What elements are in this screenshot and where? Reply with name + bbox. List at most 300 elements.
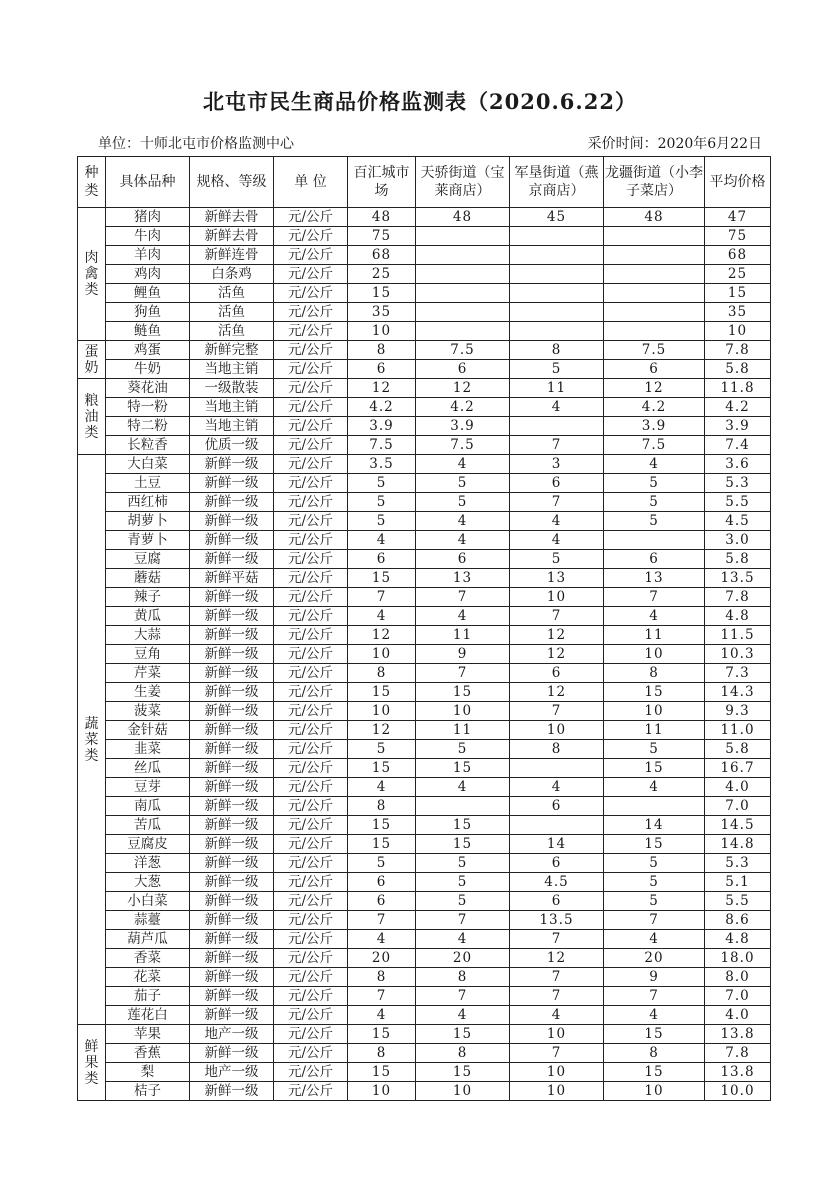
longjiang-cell: 20 — [604, 949, 705, 968]
longjiang-cell: 9 — [604, 968, 705, 987]
baihuicheng-cell: 3.5 — [348, 455, 416, 474]
average-cell: 4.8 — [705, 930, 771, 949]
unit-cell: 元/公斤 — [274, 531, 348, 550]
spec-cell: 新鲜一级 — [190, 493, 274, 512]
junken-cell: 14 — [510, 835, 604, 854]
longjiang-cell: 4 — [604, 930, 705, 949]
average-cell: 35 — [705, 303, 771, 322]
junken-cell — [510, 759, 604, 778]
table-row — [78, 265, 771, 284]
unit-cell: 元/公斤 — [274, 1044, 348, 1063]
unit-cell: 元/公斤 — [274, 512, 348, 531]
baihuicheng-cell: 10 — [348, 322, 416, 341]
spec-cell: 新鲜一级 — [190, 702, 274, 721]
table-row — [78, 949, 771, 968]
tianjiao-cell: 13 — [416, 569, 510, 588]
spec-cell: 新鲜一级 — [190, 645, 274, 664]
spec-cell: 新鲜一级 — [190, 664, 274, 683]
table-row — [78, 797, 771, 816]
item-cell: 大葱 — [106, 873, 190, 892]
baihuicheng-cell: 10 — [348, 645, 416, 664]
table-row — [78, 987, 771, 1006]
unit-cell: 元/公斤 — [274, 379, 348, 398]
baihuicheng-cell: 15 — [348, 569, 416, 588]
item-cell: 豆芽 — [106, 778, 190, 797]
unit-cell: 元/公斤 — [274, 493, 348, 512]
baihuicheng-cell: 6 — [348, 892, 416, 911]
spec-cell: 新鲜连骨 — [190, 246, 274, 265]
table-row — [78, 398, 771, 417]
table-row — [78, 740, 771, 759]
item-cell: 鲤鱼 — [106, 284, 190, 303]
junken-cell: 5 — [510, 360, 604, 379]
spec-cell: 新鲜一级 — [190, 987, 274, 1006]
baihuicheng-cell: 4.2 — [348, 398, 416, 417]
tianjiao-cell: 11 — [416, 626, 510, 645]
junken-cell: 5 — [510, 550, 604, 569]
junken-cell: 4 — [510, 1006, 604, 1025]
average-cell: 7.8 — [705, 588, 771, 607]
table-row — [78, 360, 771, 379]
item-cell: 莲花白 — [106, 1006, 190, 1025]
category-cell: 肉 禽 类 — [78, 208, 106, 341]
longjiang-cell — [604, 227, 705, 246]
item-cell: 生姜 — [106, 683, 190, 702]
table-row — [78, 1006, 771, 1025]
junken-cell: 6 — [510, 474, 604, 493]
table-row — [78, 835, 771, 854]
baihuicheng-cell: 15 — [348, 1025, 416, 1044]
unit-cell: 元/公斤 — [274, 322, 348, 341]
junken-cell: 6 — [510, 892, 604, 911]
longjiang-cell — [604, 797, 705, 816]
longjiang-cell: 10 — [604, 1082, 705, 1101]
tianjiao-cell: 48 — [416, 208, 510, 227]
tianjiao-cell: 7 — [416, 987, 510, 1006]
tianjiao-cell — [416, 265, 510, 284]
unit-cell: 元/公斤 — [274, 968, 348, 987]
unit-cell: 元/公斤 — [274, 949, 348, 968]
table-row — [78, 1082, 771, 1101]
table-row — [78, 664, 771, 683]
junken-cell: 7 — [510, 607, 604, 626]
tianjiao-cell — [416, 303, 510, 322]
average-cell: 4.8 — [705, 607, 771, 626]
longjiang-cell — [604, 322, 705, 341]
average-cell: 8.6 — [705, 911, 771, 930]
longjiang-cell: 8 — [604, 1044, 705, 1063]
average-cell: 5.8 — [705, 740, 771, 759]
table-row — [78, 607, 771, 626]
tianjiao-cell: 8 — [416, 968, 510, 987]
item-cell: 特一粉 — [106, 398, 190, 417]
unit-cell: 元/公斤 — [274, 1025, 348, 1044]
unit-cell: 元/公斤 — [274, 816, 348, 835]
unit-cell: 元/公斤 — [274, 208, 348, 227]
junken-cell: 7 — [510, 968, 604, 987]
average-cell: 10.3 — [705, 645, 771, 664]
spec-cell: 当地主销 — [190, 417, 274, 436]
item-cell: 狗鱼 — [106, 303, 190, 322]
tianjiao-cell: 5 — [416, 493, 510, 512]
junken-cell: 13.5 — [510, 911, 604, 930]
baihuicheng-cell: 10 — [348, 1082, 416, 1101]
baihuicheng-cell: 8 — [348, 1044, 416, 1063]
baihuicheng-cell: 35 — [348, 303, 416, 322]
average-cell: 7.8 — [705, 341, 771, 360]
longjiang-cell: 5 — [604, 873, 705, 892]
longjiang-cell — [604, 284, 705, 303]
tianjiao-cell — [416, 797, 510, 816]
junken-cell — [510, 246, 604, 265]
header-average: 平均价格 — [705, 157, 771, 208]
tianjiao-cell: 9 — [416, 645, 510, 664]
table-row — [78, 417, 771, 436]
longjiang-cell: 6 — [604, 550, 705, 569]
unit-cell: 元/公斤 — [274, 987, 348, 1006]
average-cell: 5.5 — [705, 892, 771, 911]
longjiang-cell: 5 — [604, 740, 705, 759]
unit-cell: 元/公斤 — [274, 569, 348, 588]
average-cell: 9.3 — [705, 702, 771, 721]
spec-cell: 新鲜完整 — [190, 341, 274, 360]
average-cell: 4.0 — [705, 778, 771, 797]
table-row — [78, 721, 771, 740]
junken-cell: 4 — [510, 398, 604, 417]
tianjiao-cell: 6 — [416, 360, 510, 379]
longjiang-cell: 6 — [604, 360, 705, 379]
baihuicheng-cell: 7 — [348, 588, 416, 607]
tianjiao-cell: 4.2 — [416, 398, 510, 417]
average-cell: 5.5 — [705, 493, 771, 512]
spec-cell: 新鲜一级 — [190, 854, 274, 873]
header-item: 具体品种 — [106, 157, 190, 208]
tianjiao-cell: 10 — [416, 702, 510, 721]
longjiang-cell: 13 — [604, 569, 705, 588]
table-row — [78, 379, 771, 398]
baihuicheng-cell: 4 — [348, 930, 416, 949]
average-cell: 4.0 — [705, 1006, 771, 1025]
item-cell: 特二粉 — [106, 417, 190, 436]
item-cell: 梨 — [106, 1063, 190, 1082]
tianjiao-cell: 4 — [416, 778, 510, 797]
item-cell: 蒜薹 — [106, 911, 190, 930]
table-row — [78, 550, 771, 569]
longjiang-cell: 5 — [604, 892, 705, 911]
table-row — [78, 208, 771, 227]
longjiang-cell: 12 — [604, 379, 705, 398]
longjiang-cell: 10 — [604, 645, 705, 664]
average-cell: 5.8 — [705, 550, 771, 569]
average-cell: 75 — [705, 227, 771, 246]
baihuicheng-cell: 12 — [348, 626, 416, 645]
unit-cell: 元/公斤 — [274, 588, 348, 607]
table-row — [78, 683, 771, 702]
junken-cell: 10 — [510, 1063, 604, 1082]
tianjiao-cell: 15 — [416, 759, 510, 778]
average-cell: 68 — [705, 246, 771, 265]
baihuicheng-cell: 5 — [348, 493, 416, 512]
average-cell: 47 — [705, 208, 771, 227]
longjiang-cell — [604, 303, 705, 322]
longjiang-cell: 4.2 — [604, 398, 705, 417]
junken-cell: 12 — [510, 626, 604, 645]
table-row — [78, 1063, 771, 1082]
junken-cell: 4.5 — [510, 873, 604, 892]
average-cell: 25 — [705, 265, 771, 284]
average-cell: 3.0 — [705, 531, 771, 550]
baihuicheng-cell: 8 — [348, 797, 416, 816]
longjiang-cell — [604, 531, 705, 550]
tianjiao-cell: 11 — [416, 721, 510, 740]
header-junken: 军垦街道（燕京商店） — [510, 157, 604, 208]
item-cell: 牛奶 — [106, 360, 190, 379]
unit-cell: 元/公斤 — [274, 607, 348, 626]
baihuicheng-cell: 6 — [348, 550, 416, 569]
item-cell: 鸡蛋 — [106, 341, 190, 360]
item-cell: 小白菜 — [106, 892, 190, 911]
unit-cell: 元/公斤 — [274, 1063, 348, 1082]
baihuicheng-cell: 8 — [348, 341, 416, 360]
longjiang-cell: 3.9 — [604, 417, 705, 436]
tianjiao-cell: 15 — [416, 816, 510, 835]
junken-cell: 10 — [510, 588, 604, 607]
item-cell: 土豆 — [106, 474, 190, 493]
spec-cell: 新鲜一级 — [190, 721, 274, 740]
baihuicheng-cell: 4 — [348, 607, 416, 626]
table-row — [78, 284, 771, 303]
unit-cell: 元/公斤 — [274, 417, 348, 436]
table-row — [78, 854, 771, 873]
spec-cell: 新鲜一级 — [190, 816, 274, 835]
junken-cell: 6 — [510, 797, 604, 816]
average-cell: 4.2 — [705, 398, 771, 417]
junken-cell: 12 — [510, 949, 604, 968]
item-cell: 豆角 — [106, 645, 190, 664]
average-cell: 11.0 — [705, 721, 771, 740]
baihuicheng-cell: 7 — [348, 911, 416, 930]
longjiang-cell: 7 — [604, 588, 705, 607]
item-cell: 花菜 — [106, 968, 190, 987]
unit-cell: 元/公斤 — [274, 550, 348, 569]
table-row — [78, 930, 771, 949]
baihuicheng-cell: 12 — [348, 379, 416, 398]
longjiang-cell: 7.5 — [604, 436, 705, 455]
spec-cell: 当地主销 — [190, 398, 274, 417]
item-cell: 香菜 — [106, 949, 190, 968]
junken-cell — [510, 227, 604, 246]
spec-cell: 新鲜一级 — [190, 512, 274, 531]
item-cell: 香蕉 — [106, 1044, 190, 1063]
junken-cell: 4 — [510, 512, 604, 531]
spec-cell: 新鲜一级 — [190, 683, 274, 702]
spec-cell: 一级散装 — [190, 379, 274, 398]
longjiang-cell: 11 — [604, 721, 705, 740]
unit-line: 单位：十师北屯市价格监测中心 — [98, 136, 294, 152]
unit-cell: 元/公斤 — [274, 474, 348, 493]
item-cell: 丝瓜 — [106, 759, 190, 778]
baihuicheng-cell: 12 — [348, 721, 416, 740]
baihuicheng-cell: 7.5 — [348, 436, 416, 455]
item-cell: 豆腐 — [106, 550, 190, 569]
price-table — [77, 156, 771, 1101]
tianjiao-cell — [416, 227, 510, 246]
junken-cell: 7 — [510, 987, 604, 1006]
table-row — [78, 569, 771, 588]
junken-cell: 4 — [510, 778, 604, 797]
average-cell: 15 — [705, 284, 771, 303]
junken-cell: 12 — [510, 645, 604, 664]
table-row — [78, 968, 771, 987]
baihuicheng-cell: 48 — [348, 208, 416, 227]
spec-cell: 新鲜一级 — [190, 740, 274, 759]
category-cell: 蔬 菜 类 — [78, 455, 106, 1025]
item-cell: 葫芦瓜 — [106, 930, 190, 949]
table-row — [78, 911, 771, 930]
average-cell: 7.4 — [705, 436, 771, 455]
item-cell: 大白菜 — [106, 455, 190, 474]
spec-cell: 新鲜一级 — [190, 474, 274, 493]
item-cell: 鸡肉 — [106, 265, 190, 284]
junken-cell: 8 — [510, 740, 604, 759]
average-cell: 8.0 — [705, 968, 771, 987]
longjiang-cell: 11 — [604, 626, 705, 645]
date-line: 采价时间：2020年6月22日 — [587, 136, 762, 152]
baihuicheng-cell: 5 — [348, 474, 416, 493]
unit-cell: 元/公斤 — [274, 360, 348, 379]
longjiang-cell: 10 — [604, 702, 705, 721]
unit-cell: 元/公斤 — [274, 854, 348, 873]
junken-cell: 7 — [510, 436, 604, 455]
table-row — [78, 227, 771, 246]
longjiang-cell: 7.5 — [604, 341, 705, 360]
table-row — [78, 645, 771, 664]
item-cell: 辣子 — [106, 588, 190, 607]
table-row — [78, 816, 771, 835]
unit-cell: 元/公斤 — [274, 645, 348, 664]
spec-cell: 新鲜一级 — [190, 930, 274, 949]
spec-cell: 新鲜平菇 — [190, 569, 274, 588]
unit-cell: 元/公斤 — [274, 721, 348, 740]
table-row — [78, 626, 771, 645]
unit-cell: 元/公斤 — [274, 911, 348, 930]
baihuicheng-cell: 8 — [348, 968, 416, 987]
item-cell: 豆腐皮 — [106, 835, 190, 854]
spec-cell: 新鲜去骨 — [190, 227, 274, 246]
average-cell: 10.0 — [705, 1082, 771, 1101]
category-cell: 蛋 奶 — [78, 341, 106, 379]
longjiang-cell: 7 — [604, 987, 705, 1006]
item-cell: 大蒜 — [106, 626, 190, 645]
item-cell: 牛肉 — [106, 227, 190, 246]
longjiang-cell: 15 — [604, 683, 705, 702]
baihuicheng-cell: 6 — [348, 360, 416, 379]
item-cell: 猪肉 — [106, 208, 190, 227]
item-cell: 胡萝卜 — [106, 512, 190, 531]
junken-cell — [510, 265, 604, 284]
table-row — [78, 512, 771, 531]
average-cell: 5.3 — [705, 854, 771, 873]
table-row — [78, 873, 771, 892]
baihuicheng-cell: 68 — [348, 246, 416, 265]
longjiang-cell: 5 — [604, 493, 705, 512]
header-unit: 单 位 — [274, 157, 348, 208]
junken-cell: 10 — [510, 721, 604, 740]
spec-cell: 新鲜一级 — [190, 588, 274, 607]
average-cell: 14.5 — [705, 816, 771, 835]
longjiang-cell: 4 — [604, 1006, 705, 1025]
average-cell: 10 — [705, 322, 771, 341]
category-cell: 鲜 果 类 — [78, 1025, 106, 1101]
item-cell: 西红柿 — [106, 493, 190, 512]
baihuicheng-cell: 15 — [348, 816, 416, 835]
spec-cell: 新鲜去骨 — [190, 208, 274, 227]
item-cell: 长粒香 — [106, 436, 190, 455]
junken-cell: 3 — [510, 455, 604, 474]
junken-cell: 6 — [510, 854, 604, 873]
longjiang-cell: 5 — [604, 512, 705, 531]
longjiang-cell: 15 — [604, 1025, 705, 1044]
tianjiao-cell: 4 — [416, 531, 510, 550]
spec-cell: 新鲜一级 — [190, 949, 274, 968]
junken-cell — [510, 303, 604, 322]
table-row — [78, 531, 771, 550]
junken-cell: 45 — [510, 208, 604, 227]
unit-cell: 元/公斤 — [274, 873, 348, 892]
table-row — [78, 1044, 771, 1063]
average-cell: 3.9 — [705, 417, 771, 436]
tianjiao-cell: 20 — [416, 949, 510, 968]
tianjiao-cell: 7.5 — [416, 436, 510, 455]
unit-cell: 元/公斤 — [274, 1006, 348, 1025]
baihuicheng-cell: 25 — [348, 265, 416, 284]
junken-cell: 10 — [510, 1025, 604, 1044]
junken-cell — [510, 417, 604, 436]
junken-cell — [510, 322, 604, 341]
tianjiao-cell: 12 — [416, 379, 510, 398]
item-cell: 蘑菇 — [106, 569, 190, 588]
average-cell: 14.8 — [705, 835, 771, 854]
spec-cell: 新鲜一级 — [190, 626, 274, 645]
junken-cell — [510, 284, 604, 303]
item-cell: 洋葱 — [106, 854, 190, 873]
tianjiao-cell: 4 — [416, 512, 510, 531]
page-title: 北屯市民生商品价格监测表（2020.6.22） — [203, 89, 637, 114]
table-row — [78, 778, 771, 797]
baihuicheng-cell: 20 — [348, 949, 416, 968]
unit-cell: 元/公斤 — [274, 702, 348, 721]
unit-cell: 元/公斤 — [274, 284, 348, 303]
average-cell: 14.3 — [705, 683, 771, 702]
average-cell: 5.3 — [705, 474, 771, 493]
unit-cell: 元/公斤 — [274, 835, 348, 854]
spec-cell: 新鲜一级 — [190, 759, 274, 778]
unit-cell: 元/公斤 — [274, 797, 348, 816]
spec-cell: 新鲜一级 — [190, 1044, 274, 1063]
baihuicheng-cell: 8 — [348, 664, 416, 683]
tianjiao-cell: 4 — [416, 1006, 510, 1025]
longjiang-cell: 7 — [604, 911, 705, 930]
spec-cell: 新鲜一级 — [190, 1082, 274, 1101]
unit-cell: 元/公斤 — [274, 740, 348, 759]
unit-cell: 元/公斤 — [274, 341, 348, 360]
table-row — [78, 702, 771, 721]
average-cell: 7.8 — [705, 1044, 771, 1063]
tianjiao-cell: 15 — [416, 835, 510, 854]
tianjiao-cell — [416, 284, 510, 303]
header-category: 种类 — [78, 157, 106, 208]
tianjiao-cell: 7 — [416, 664, 510, 683]
